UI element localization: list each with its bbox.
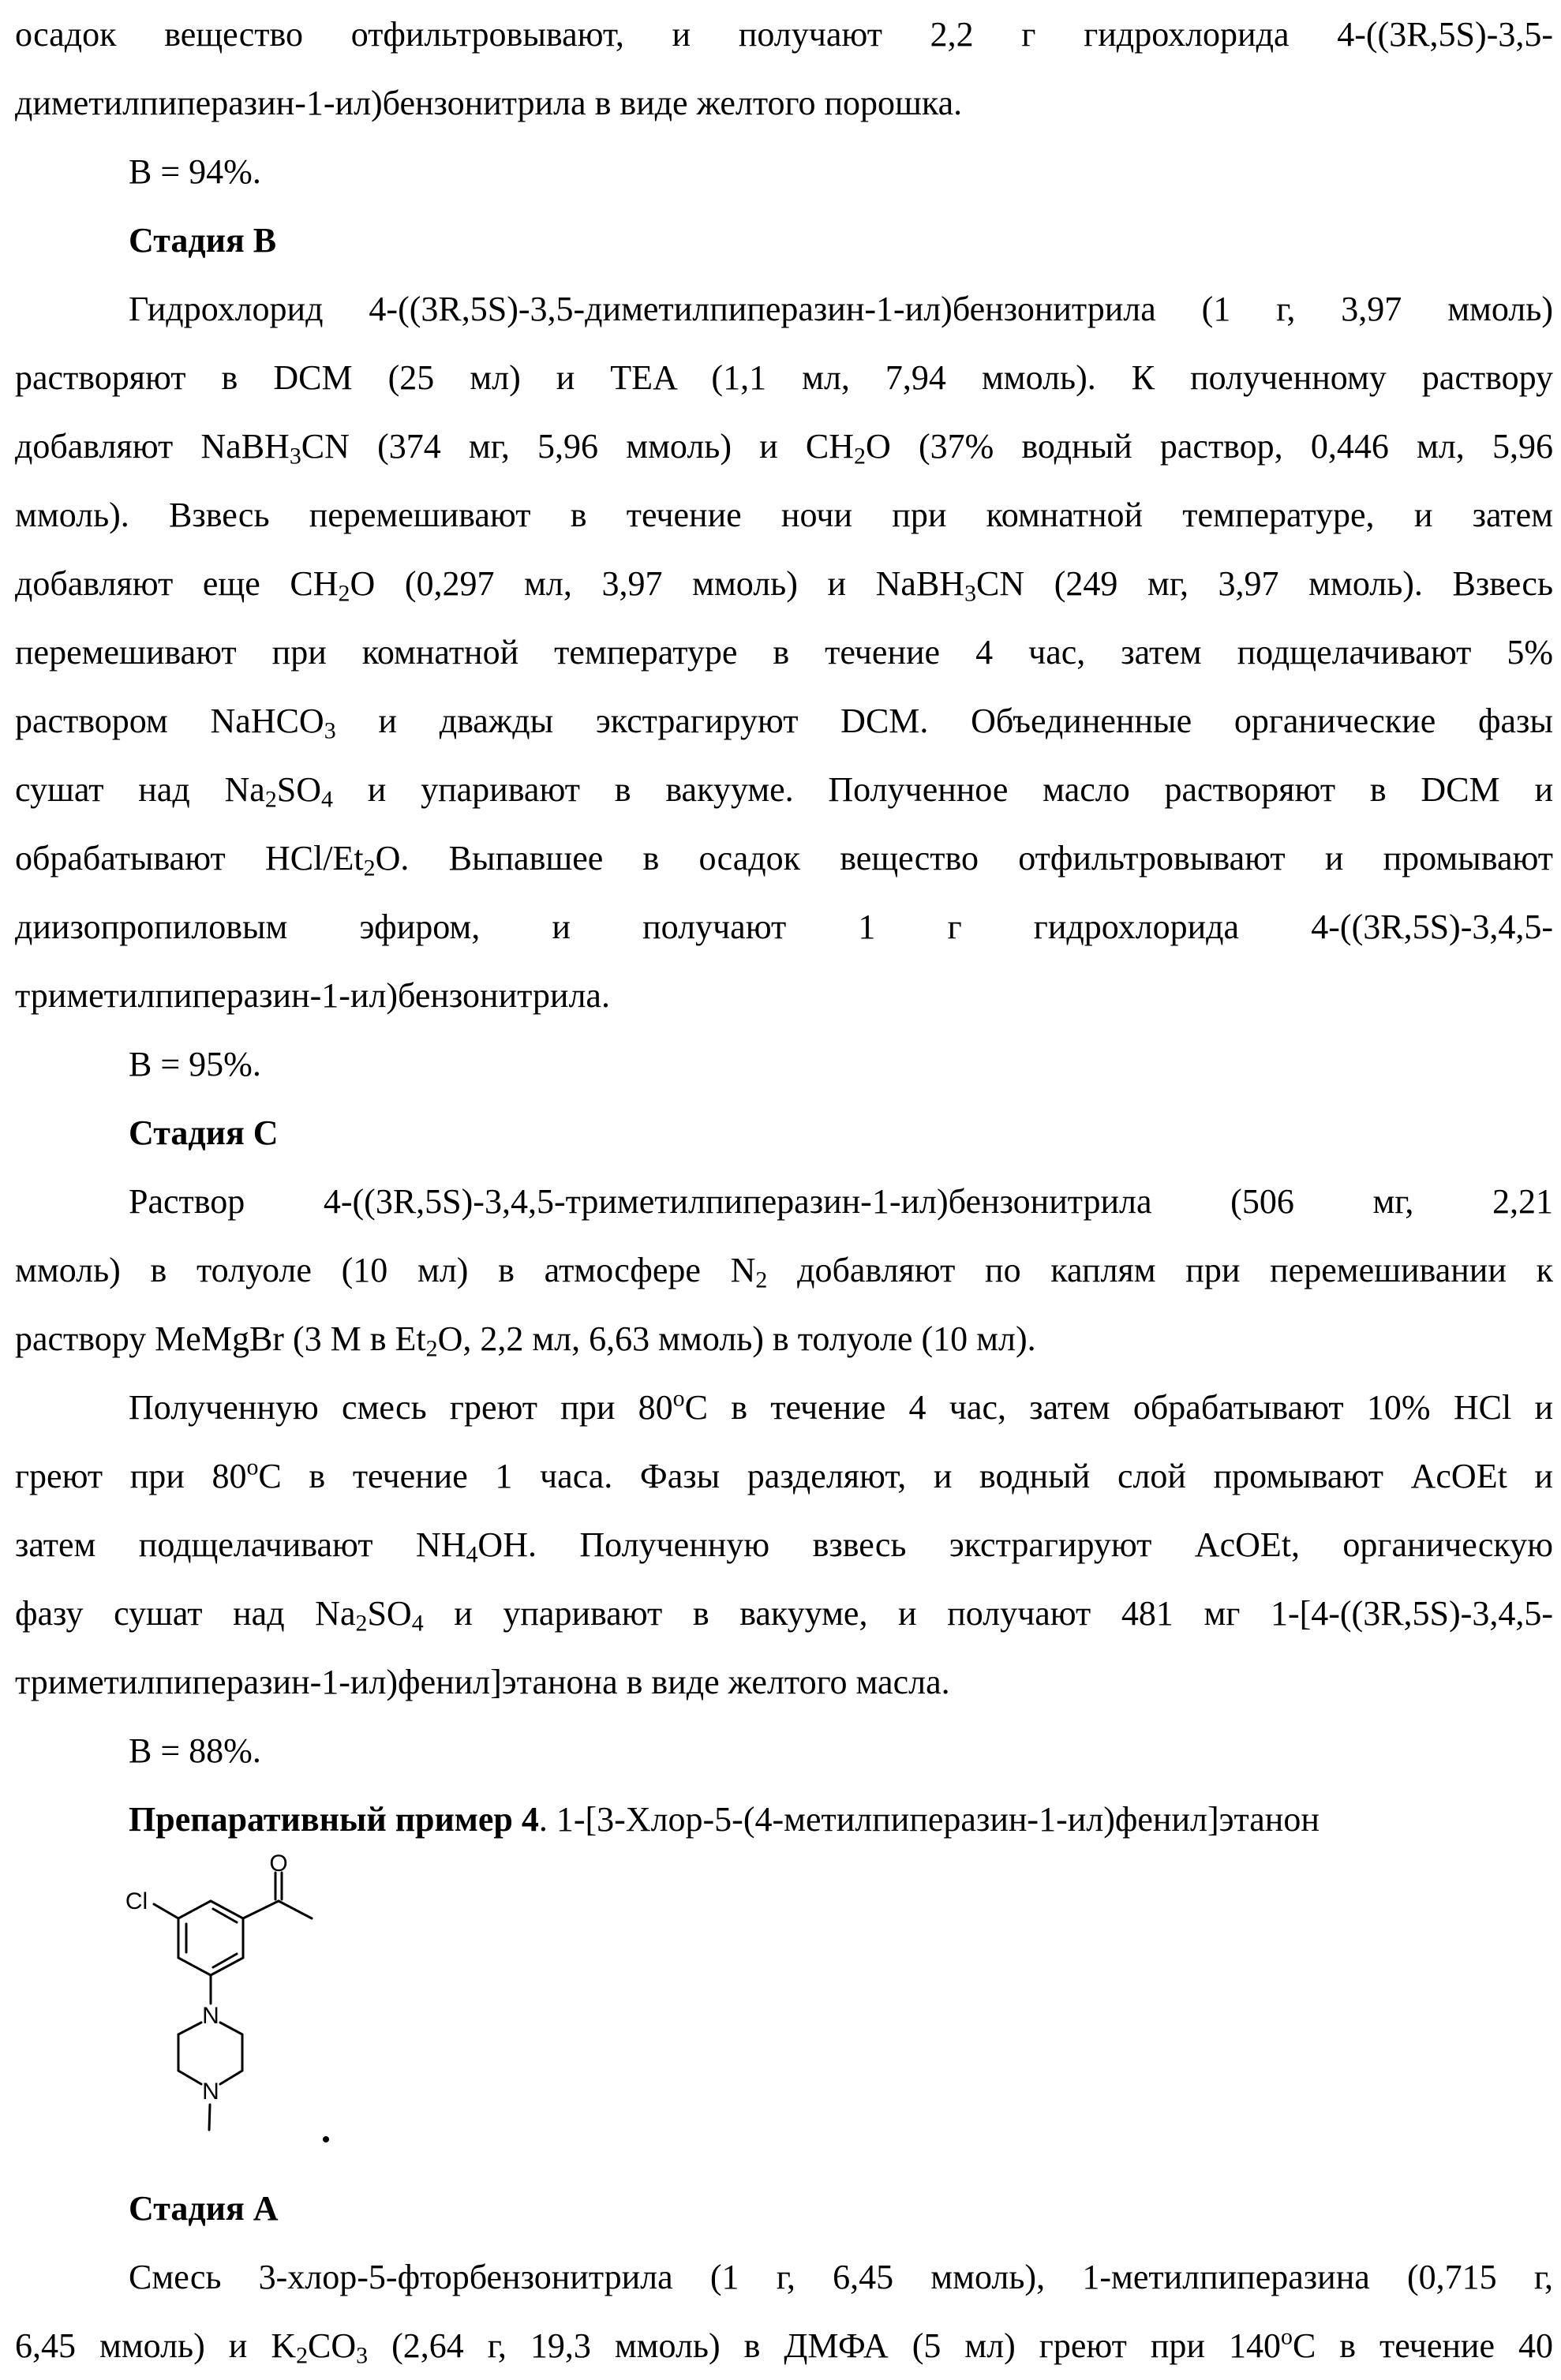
text-line [15, 2174, 1553, 2243]
text-run: затем подщелачивают NH [15, 1525, 466, 1564]
text-run: триметилпиперазин-1-ил)бензонитрила. [15, 976, 610, 1015]
text-line [15, 481, 1553, 549]
text-run: осадок вещество отфильтровывают, и получают 2,2 г гидрохлорида 4-((3R,5S)-3,5- [15, 15, 1553, 54]
text-run: диизопропиловым эфиром, и получают 1 г гидрохлорида 4-((3R,5S)-3,4,5- [15, 907, 1553, 946]
heading: Стадия В [129, 221, 276, 260]
text-run: ммоль). Взвесь перемешивают в течение ночи при комнатной температуре, и затем [15, 496, 1553, 534]
text-line [15, 69, 1553, 137]
text-line [15, 1648, 1553, 1716]
text-line [15, 1785, 1553, 1854]
text-run: перемешивают при комнатной температуре в течение 4 час, затем подщелачивают 5% [15, 633, 1553, 672]
text-run: растворяют в DCM (25 мл) и TEA (1,1 мл, 7,94 ммоль). К полученному раствору [15, 358, 1553, 397]
superscript: o [673, 1386, 685, 1412]
text-line [15, 0, 1553, 69]
text-line [15, 275, 1553, 343]
paragraph [15, 1785, 1553, 1854]
text-run: обрабатывают HCl/Et [15, 839, 364, 878]
text-line [15, 1442, 1553, 1510]
paragraph [15, 2243, 1553, 2380]
text-line [15, 618, 1553, 687]
text-line [15, 687, 1553, 755]
text-line [15, 1030, 1553, 1098]
subscript: 3 [324, 717, 336, 743]
text-line [15, 1236, 1553, 1304]
text-run: O (37% водный раствор, 0,446 мл, 5,96 [866, 427, 1553, 466]
text-run: (2,64 г, 19,3 ммоль) в ДМФА (5 мл) греют при 140 [368, 2326, 1281, 2365]
subscript: 2 [265, 786, 277, 812]
paragraph [15, 275, 1553, 1030]
subscript: 2 [355, 1610, 367, 1636]
text-run: ммоль) в толуоле (10 мл) в атмосфере N [15, 1251, 755, 1289]
paragraph [15, 137, 1553, 206]
paragraph [15, 0, 1553, 137]
text-line [15, 2243, 1553, 2311]
text-run: раствором NaHCO [15, 702, 324, 740]
paragraph [15, 1716, 1553, 1785]
text-run: В = 94%. [129, 152, 261, 191]
superscript: o [246, 1454, 258, 1480]
text-run: В = 88%. [129, 1731, 261, 1770]
subscript: 2 [426, 1335, 438, 1361]
text-run: и упаривают в вакууме, и получают 481 мг 1-[4-((3R,5S)-3,4,5- [424, 1594, 1553, 1633]
text-line [15, 137, 1553, 206]
paragraph [15, 1167, 1553, 1373]
text-run: O (0,297 мл, 3,97 ммоль) и NaBH [350, 564, 964, 603]
text-run: С в течение 40 [1293, 2326, 1553, 2365]
text-line [15, 343, 1553, 412]
text-run: раствору MeMgBr (3 M в Et [15, 1319, 426, 1358]
text-line [15, 1098, 1553, 1167]
text-run: Полученную смесь греют при 80 [129, 1388, 673, 1427]
chlorine-label: Cl [125, 1888, 148, 1914]
text-line [15, 1716, 1553, 1785]
text-run: добавляют еще CH [15, 564, 339, 603]
subscript: 2 [755, 1267, 767, 1293]
paragraph [15, 1373, 1553, 1716]
text-run: добавляют по каплям при перемешивании к [767, 1251, 1553, 1289]
heading: Стадия А [129, 2189, 279, 2228]
structure-drawing [0, 1854, 474, 2174]
subscript: 3 [356, 2342, 368, 2368]
text-run: SO [277, 770, 321, 809]
text-run: C в течение 4 час, затем обрабатывают 10% HCl и [685, 1388, 1553, 1427]
paragraph [15, 206, 1553, 275]
oxygen-label: O [269, 1854, 287, 1877]
heading: Стадия С [129, 1113, 279, 1152]
text-line [15, 755, 1553, 824]
text-run: Гидрохлорид 4-((3R,5S)-3,5-диметилпиперазин-1-ил)бензонитрила (1 г, 3,97 ммоль) [129, 290, 1553, 328]
text-line [15, 1304, 1553, 1373]
text-line [15, 824, 1553, 892]
text-line [15, 892, 1553, 961]
text-run: греют при 80 [15, 1457, 246, 1495]
subscript: 2 [296, 2342, 308, 2368]
paragraph [15, 2174, 1553, 2243]
heading: Препаративный пример 4 [129, 1800, 539, 1839]
text-run: . 1-[3-Хлор-5-(4-метилпиперазин-1-ил)фенил]этанон [539, 1800, 1320, 1839]
text-line [15, 961, 1553, 1030]
subscript: 4 [466, 1541, 477, 1567]
paragraph [15, 1098, 1553, 1167]
text-line [15, 2311, 1553, 2380]
superscript: o [1281, 2324, 1293, 2350]
nitrogen-label: N [202, 2079, 219, 2105]
text-run: C в течение 1 часа. Фазы разделяют, и водный слой промывают AcOEt и [258, 1457, 1553, 1495]
text-run: OH. Полученную взвесь экстрагируют AcOEt, органическую [477, 1525, 1553, 1564]
text-line [15, 1373, 1553, 1442]
text-run: сушат над Na [15, 770, 265, 809]
subscript: 2 [364, 855, 376, 881]
text-line [15, 206, 1553, 275]
text-run: O. Выпавшее в осадок вещество отфильтровывают и промывают [376, 839, 1553, 878]
nitrogen-label: N [202, 2003, 219, 2029]
subscript: 4 [321, 786, 333, 812]
text-run: В = 95%. [129, 1045, 261, 1083]
text-run: CN (374 мг, 5,96 ммоль) и CH [301, 427, 854, 466]
text-line [15, 1510, 1553, 1579]
text-run: O, 2,2 мл, 6,63 ммоль) в толуоле (10 мл). [438, 1319, 1036, 1358]
text-run: SO [367, 1594, 411, 1633]
text-run: и дважды экстрагируют DCM. Объединенные органические фазы [336, 702, 1553, 740]
chemical-structure [15, 1854, 1553, 2174]
text-run: 6,45 ммоль) и K [15, 2326, 296, 2365]
document-page [15, 0, 1553, 2380]
text-line [15, 549, 1553, 618]
subscript: 3 [290, 443, 301, 469]
text-line [15, 1167, 1553, 1236]
paragraph [15, 1030, 1553, 1098]
subscript: 4 [412, 1610, 424, 1636]
text-run: CO [308, 2326, 356, 2365]
text-line [15, 412, 1553, 481]
text-run: триметилпиперазин-1-ил)фенил]этанона в виде желтого масла. [15, 1663, 950, 1701]
subscript: 2 [854, 443, 866, 469]
text-run: Смесь 3-хлор-5-фторбензонитрила (1 г, 6,45 ммоль), 1-метилпиперазина (0,715 г, [129, 2258, 1553, 2296]
text-run: диметилпиперазин-1-ил)бензонитрила в виде желтого порошка. [15, 84, 962, 122]
subscript: 2 [339, 580, 350, 606]
text-run: добавляют NaBH [15, 427, 290, 466]
text-run: Раствор 4-((3R,5S)-3,4,5-триметилпиперазин-1-ил)бензонитрила (506 мг, 2,21 [129, 1182, 1553, 1221]
text-run: фазу сушат над Na [15, 1594, 355, 1633]
text-line [15, 1579, 1553, 1648]
subscript: 3 [964, 580, 976, 606]
text-run: и упаривают в вакууме. Полученное масло растворяют в DCM и [333, 770, 1553, 809]
text-run: CN (249 мг, 3,97 ммоль). Взвесь [976, 564, 1553, 603]
